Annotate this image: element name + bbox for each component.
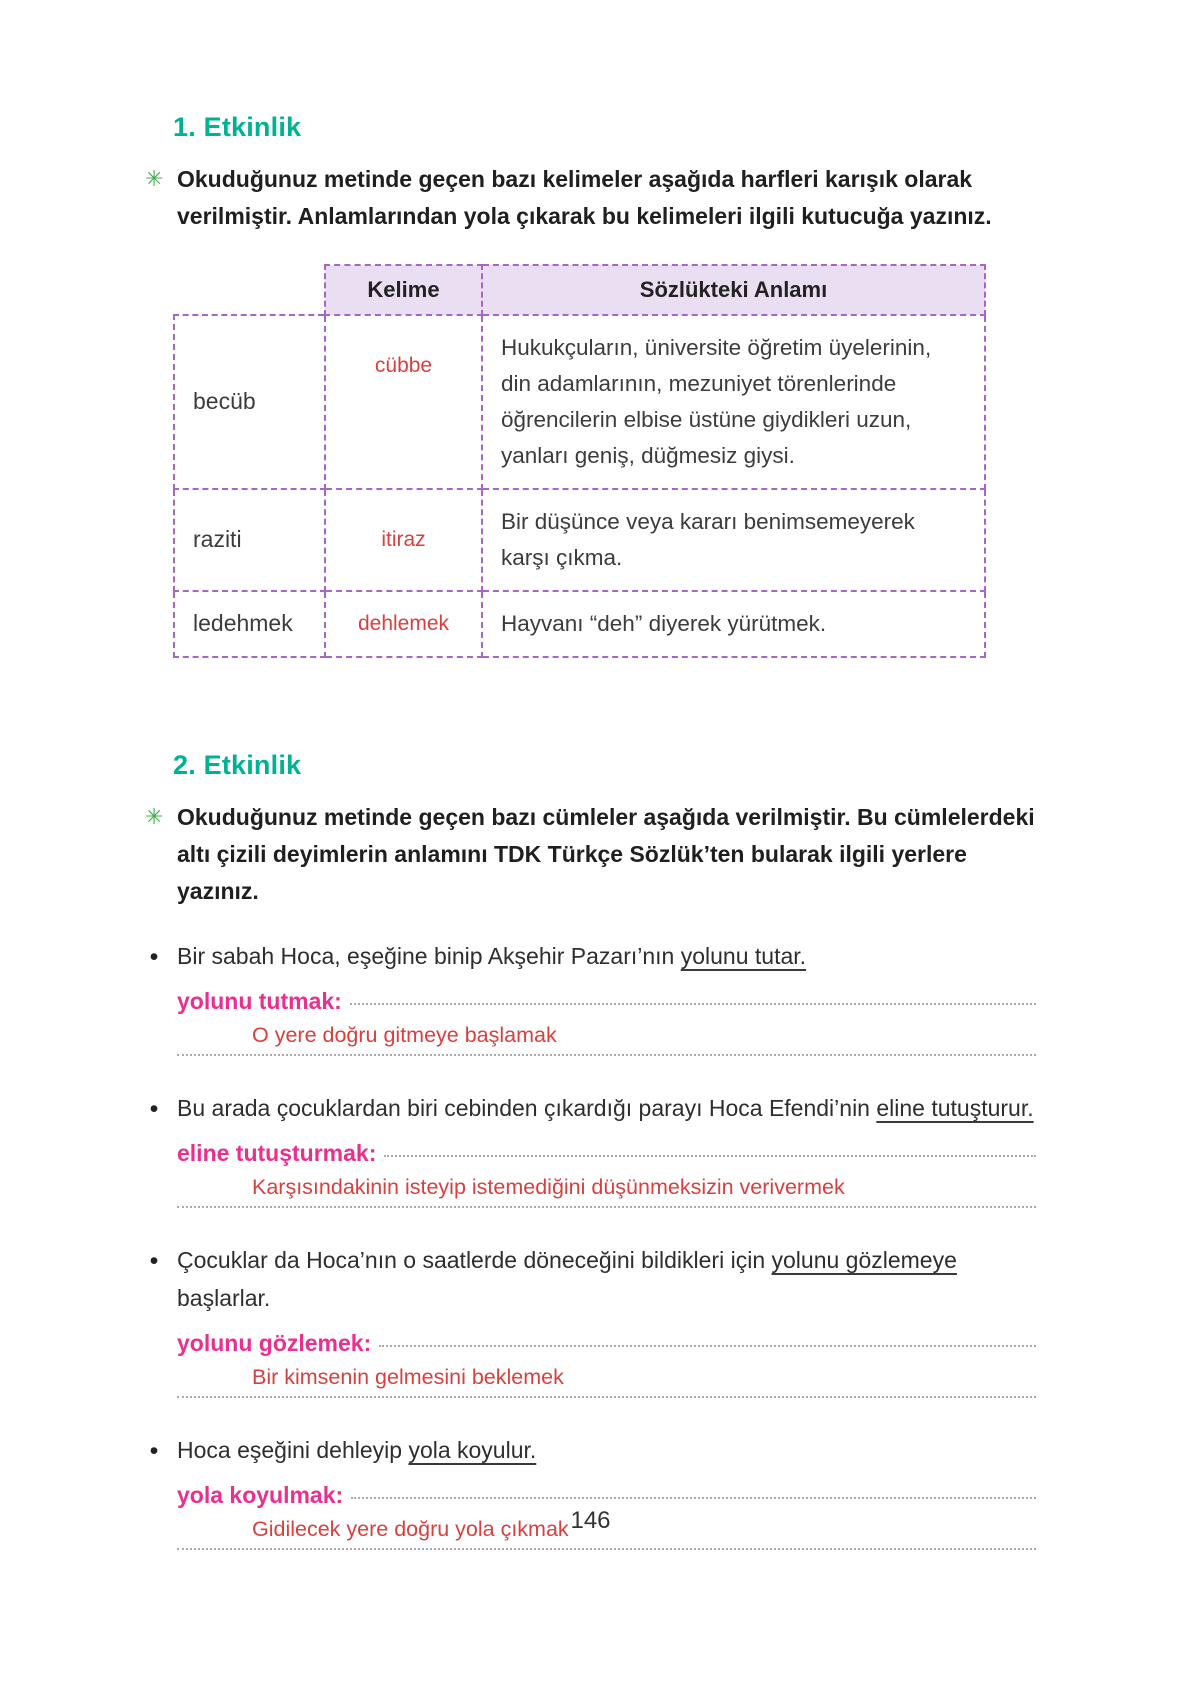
scrambled-word: becüb	[174, 315, 325, 489]
table-row	[174, 315, 985, 489]
activity-1-instruction	[145, 161, 1036, 236]
sentence-pre: Hoca eşeğini dehleyip	[177, 1437, 409, 1463]
word-answer-field[interactable]: cübbe	[325, 315, 482, 489]
idiom-label: eline tutuşturmak:	[177, 1140, 377, 1167]
sentence	[177, 1090, 1036, 1128]
underlined-idiom: yola koyulur.	[408, 1437, 537, 1463]
idiom-label-line	[177, 1482, 1036, 1509]
dotted-answer-line[interactable]	[351, 1497, 1036, 1499]
underlined-idiom: yolunu gözlemeye	[771, 1247, 957, 1274]
dotted-answer-line[interactable]	[384, 1155, 1036, 1157]
bullet-icon: •	[149, 1437, 159, 1465]
idiom-label-line	[177, 988, 1036, 1015]
dotted-answer-line[interactable]	[379, 1345, 1036, 1347]
bullet-icon: •	[149, 1247, 159, 1276]
list-item	[145, 1090, 1036, 1208]
list-item	[145, 1242, 1036, 1398]
handwritten-answer: Gidilecek yere doğru yola çıkmak	[252, 1516, 569, 1541]
dictionary-meaning: Hukukçuların, üniversite öğretim üyelerinin, din adamlarının, mezuniyet törenlerinde öğrencilerin elbise üstüne giydikleri uzun, yanları geniş, düğmesiz giysi.	[482, 315, 985, 489]
sentence	[177, 1242, 1036, 1318]
idiom-label-line	[177, 1330, 1036, 1357]
idiom-label-line	[177, 1140, 1036, 1167]
table-header-empty-cell	[174, 265, 325, 315]
activity-2-instruction	[145, 799, 1036, 911]
table-header-word: Kelime	[325, 265, 482, 315]
underlined-idiom: yolunu tutar.	[680, 943, 807, 970]
handwritten-answer: Bir kimsenin gelmesini beklemek	[252, 1365, 564, 1389]
sentence	[177, 1432, 1036, 1470]
sentence-pre: Çocuklar da Hoca’nın o saatlerde döneceğini bildikleri için	[177, 1247, 772, 1274]
idiom-label: yolunu tutmak:	[177, 988, 342, 1015]
activity-2-title: 2. Etkinlik	[173, 749, 302, 780]
dotted-answer-line[interactable]	[350, 1003, 1036, 1005]
answer-line[interactable]	[177, 1023, 1036, 1056]
table-header-meaning: Sözlükteki Anlamı	[482, 265, 985, 315]
sentence-pre: Bir sabah Hoca, eşeğine binip Akşehir Pazarı’nın	[177, 943, 681, 970]
bullet-icon: •	[149, 943, 159, 972]
handwritten-answer: O yere doğru gitmeye başlamak	[252, 1023, 557, 1048]
scrambled-word: raziti	[174, 489, 325, 591]
page-number: 146	[570, 1507, 611, 1534]
activity-1-title: 1. Etkinlik	[173, 112, 302, 142]
activity-1-section	[145, 112, 1036, 658]
activity-2-section	[145, 750, 1036, 1550]
idiom-label: yola koyulmak:	[177, 1481, 344, 1508]
dictionary-meaning: Bir düşünce veya kararı benimsemeyerek karşı çıkma.	[482, 489, 985, 591]
word-answer-field[interactable]: itiraz	[325, 489, 482, 591]
answer-line[interactable]	[177, 1175, 1036, 1208]
asterisk-icon: ✳	[145, 166, 164, 191]
bullet-icon: •	[149, 1095, 159, 1124]
word-answer-field[interactable]: dehlemek	[325, 591, 482, 657]
activity-2-instruction-text: Okuduğunuz metinde geçen bazı cümleler aşağıda verilmiştir. Bu cümlelerdeki altı çizili deyimlerin anlamını TDK Türkçe Sözlük’ten bularak ilgili yerlere yazınız.	[177, 803, 1035, 904]
table-header-row	[174, 265, 985, 315]
dictionary-meaning: Hayvanı “deh” diyerek yürütmek.	[482, 591, 985, 657]
activity-1-instruction-text: Okuduğunuz metinde geçen bazı kelimeler aşağıda harfleri karışık olarak verilmiştir. Anlamlarından yola çıkarak bu kelimeleri ilgili kutucuğa yazınız.	[177, 166, 992, 230]
word-table	[173, 264, 986, 658]
sentence	[177, 938, 1036, 976]
answer-line[interactable]	[177, 1365, 1036, 1398]
table-row	[174, 489, 985, 591]
sentence-pre: Bu arada çocuklardan biri cebinden çıkardığı parayı Hoca Efendi’nin	[177, 1095, 877, 1122]
handwritten-answer: Karşısındakinin isteyip istemediğini düşünmeksizin verivermek	[252, 1175, 845, 1200]
table-row	[174, 591, 985, 657]
idiom-label: yolunu gözlemek:	[177, 1330, 372, 1356]
scrambled-word: ledehmek	[174, 591, 325, 657]
underlined-idiom: eline tutuşturur.	[876, 1095, 1034, 1122]
sentence-post: başlarlar.	[177, 1285, 271, 1312]
asterisk-icon: ✳	[145, 803, 164, 829]
list-item	[145, 938, 1036, 1056]
